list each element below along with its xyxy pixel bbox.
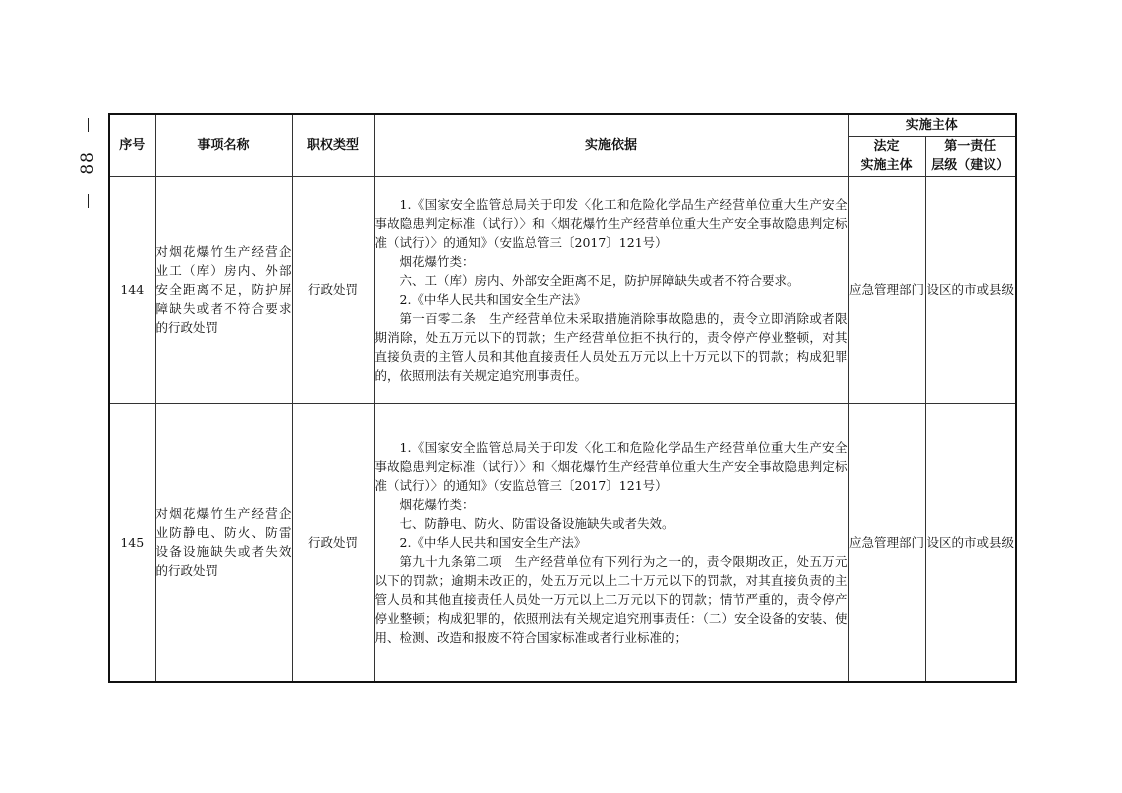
basis-paragraph: 烟花爆竹类：	[399, 496, 475, 512]
header-level-line2: 层级（建议）	[931, 158, 1010, 173]
header-level-line1: 第一责任	[944, 139, 997, 154]
basis-paragraph: 第九十九条第二项 生产经营单位有下列行为之一的，责令限期改正，处五万元以下的罚款；逾期未改正的，处五万元以上二十万元以下的罚款，对其直接负责的主管人员和其他直接责任人员处一万元以上二万元以下的罚款；情节严重的，责令停产停业整顿；构成犯罪的，依照刑法有关规定追究刑事责任：（二）安全设备的安装、使用、检测、改造和报废不符合国家标准或者行业标准的；	[374, 553, 848, 645]
page-number-dash-top	[88, 118, 89, 132]
basis-paragraph: 七、防静电、防火、防雷设备设施缺失或者失效。	[399, 515, 675, 531]
page-number-dash-bottom	[88, 194, 89, 208]
header-entity: 实施主体	[848, 114, 1016, 136]
header-seq: 序号	[109, 114, 155, 176]
basis-paragraph: 六、工（库）房内、外部安全距离不足，防护屏障缺失或者不符合要求。	[399, 272, 800, 288]
row-basis	[374, 176, 848, 403]
basis-paragraph: 1.《国家安全监管总局关于印发〈化工和危险化学品生产经营单位重大生产安全事故隐患判定标准（试行）〉和〈烟花爆竹生产经营单位重大生产安全事故隐患判定标准（试行）〉的通知》（安监总管三〔2017〕121号）	[374, 439, 848, 493]
row-name: 对烟花爆竹生产经营企业防静电、防火、防雷设备设施缺失或者失效的行政处罚	[155, 403, 292, 682]
page-number	[70, 118, 106, 208]
enforcement-table	[108, 113, 1017, 683]
header-legal-line1: 法定	[873, 139, 900, 154]
header-legal-entity	[848, 136, 925, 176]
basis-paragraph: 2.《中华人民共和国安全生产法》	[399, 534, 587, 550]
header-type: 职权类型	[292, 114, 374, 176]
table-row	[109, 176, 1016, 403]
page-number-text: 88	[78, 151, 98, 175]
header-legal-line2: 实施主体	[860, 158, 913, 173]
basis-paragraph: 第一百零二条 生产经营单位未采取措施消除事故隐患的，责令立即消除或者限期消除，处五万元以下的罚款；生产经营单位拒不执行的，责令停产停业整顿，对其直接负责的主管人员和其他直接责任人员处五万元以上十万元以下的罚款；构成犯罪的，依照刑法有关规定追究刑事责任。	[374, 310, 848, 383]
table-row	[109, 403, 1016, 682]
header-basis: 实施依据	[374, 114, 848, 176]
row-entity: 应急管理部门	[848, 403, 925, 682]
basis-paragraph: 烟花爆竹类：	[399, 253, 475, 269]
row-name: 对烟花爆竹生产经营企业工（库）房内、外部安全距离不足，防护屏障缺失或者不符合要求的行政处罚	[155, 176, 292, 403]
row-type: 行政处罚	[292, 176, 374, 403]
basis-paragraph: 1.《国家安全监管总局关于印发〈化工和危险化学品生产经营单位重大生产安全事故隐患判定标准（试行）〉和〈烟花爆竹生产经营单位重大生产安全事故隐患判定标准（试行）〉的通知》（安监总管三〔2017〕121号）	[374, 196, 848, 250]
row-entity: 应急管理部门	[848, 176, 925, 403]
row-basis	[374, 403, 848, 682]
row-type: 行政处罚	[292, 403, 374, 682]
header-name: 事项名称	[155, 114, 292, 176]
row-level: 设区的市或县级	[925, 403, 1016, 682]
header-level	[925, 136, 1016, 176]
row-seq: 145	[109, 403, 155, 682]
basis-paragraph: 2.《中华人民共和国安全生产法》	[399, 291, 587, 307]
row-level: 设区的市或县级	[925, 176, 1016, 403]
row-seq: 144	[109, 176, 155, 403]
